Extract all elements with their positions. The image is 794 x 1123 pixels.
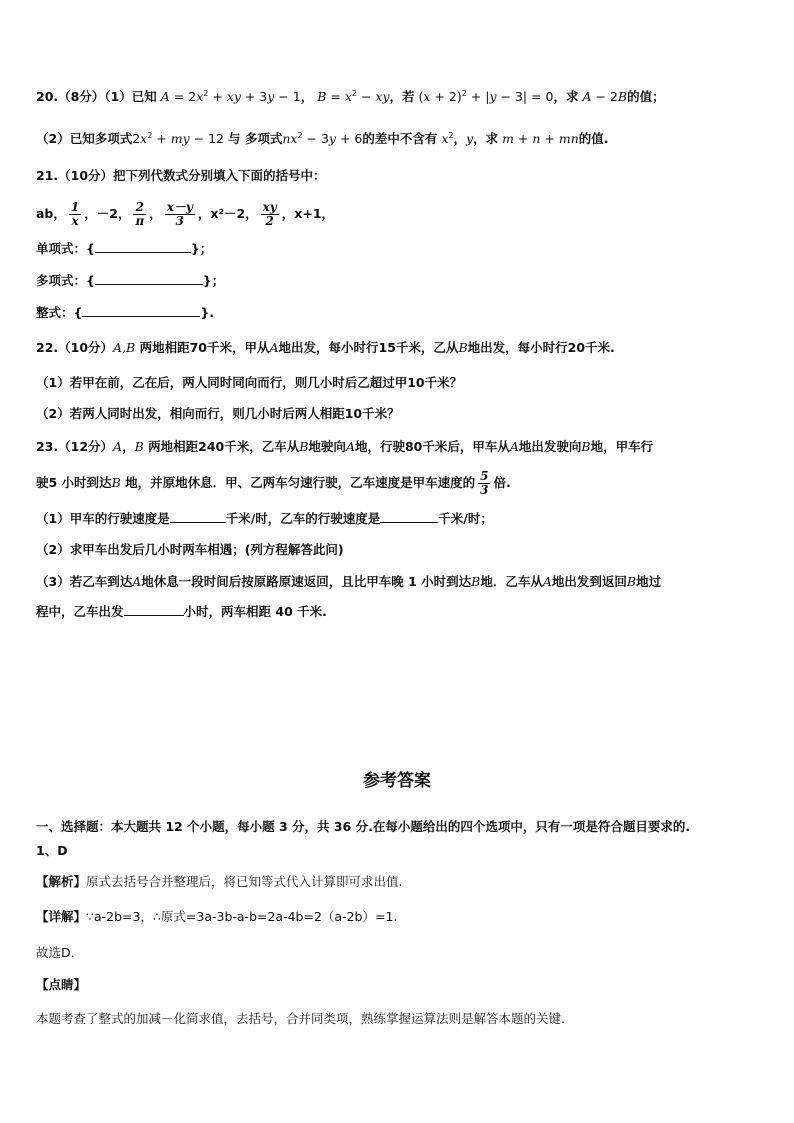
detail-line: 【详解】∵a-2b=3，∴原式=3a-3b-a-b=2a-4b=2（a-2b）=1. <box>36 909 398 924</box>
integral-line: 整式：{ }. <box>36 305 215 320</box>
polynomial-blank[interactable] <box>95 272 203 285</box>
q23-sub3-line2: 程中，乙车出发 小时，两车相距 40 千米. <box>36 604 327 619</box>
frac-5-3: $\frac{5}{3}$ <box>480 469 489 497</box>
q23-line2: 驶5 小时到达B 地，并原地休息．甲、乙两车匀速行驶，乙车速度是甲车速度的 $\frac{5}{3}$ 倍. <box>36 469 511 497</box>
section-heading: 一、选择题：本大题共 12 个小题，每小题 3 分，共 36 分.在每小题给出的四个选项中，只有一项是符合题目要求的. <box>36 819 691 834</box>
frac-2-pi: $\frac{2}{\pi}$ <box>135 200 145 228</box>
q22-line1: 22.（10分）A,B 两地相距70千米，甲从A地出发，每小时行15千米，乙从B地出发，每小时行20千米. <box>36 340 615 355</box>
answer-1: 1、D <box>36 843 68 858</box>
remark-text: 本题考查了整式的加减－化简求值，去括号，合并同类项，熟练掌握运算法则是解答本题的关键. <box>36 1011 565 1026</box>
speed-yi-blank[interactable] <box>380 510 438 523</box>
q23-sub2: （2）求甲车出发后几小时两车相遇；(列方程解答此问) <box>36 542 344 557</box>
q20-line2: （2）已知多项式$2x^2$ + my − 12 与 多项式$nx^2 - 3y + 6$的差中不含有 $x^2$，y，求 m + n + mn的值. <box>36 130 609 146</box>
expr-B: B <box>317 89 327 104</box>
q23-line1: 23.（12分）A，B 两地相距240千米，乙车从B地驶向A地，行驶80千米后，甲车从A地出发驶向B地，甲车行 <box>36 439 654 454</box>
q22-sub1: （1）若甲在前，乙在后，两人同时同向而行，则几小时后乙超过甲10千米？ <box>36 375 463 390</box>
q22-sub2: （2）若两人同时出发，相向而行，则几小时后两人相距10千米？ <box>36 406 400 421</box>
frac-1-x: $\frac{1}{x}$ <box>70 200 80 228</box>
choose-line: 故选D. <box>36 945 75 960</box>
monomial-line: 单项式：{ }； <box>36 241 213 256</box>
q21-items: ab， $\frac{1}{x}$ ，－2， $\frac{2}{\pi}$ ， $\frac{x-y}{3}$ ，x²－2， $\frac{xy}{2}$ ，x+1， <box>36 200 335 228</box>
time-blank[interactable] <box>124 603 184 616</box>
expr-A: A <box>160 89 170 104</box>
q23-sub3-line1: （3）若乙车到达A地休息一段时间后按原路原速返回，且比甲车晚 1 小时到达B地．乙车从A地出发到返回B地过 <box>36 574 662 589</box>
integral-blank[interactable] <box>82 304 200 317</box>
analysis-line: 【解析】原式去括号合并整理后，将已知等式代入计算即可求出值. <box>36 874 403 889</box>
frac-xy-3: $\frac{x-y}{3}$ <box>166 200 193 228</box>
q20-line1: 20.（8分）（1）已知 $A = 2x^2$ + xy + 3y − 1， $B = x^2$ − xy，若 $(x + 2)^2 + |y - 3| = 0$，求 A − 2B的值； <box>36 88 665 104</box>
monomial-blank[interactable] <box>95 240 191 253</box>
speed-jia-blank[interactable] <box>170 510 226 523</box>
polynomial-line: 多项式：{ }； <box>36 273 225 288</box>
q23-sub1: （1）甲车的行驶速度是 千米/时，乙车的行驶速度是 千米/时； <box>36 511 493 526</box>
frac-xy-2: $\frac{xy}{2}$ <box>262 200 277 228</box>
remark-label: 【点睛】 <box>36 977 87 992</box>
answers-title: 参考答案 <box>363 771 431 791</box>
q21-heading: 21.（10分）把下列代数式分别填入下面的括号中： <box>36 168 326 183</box>
